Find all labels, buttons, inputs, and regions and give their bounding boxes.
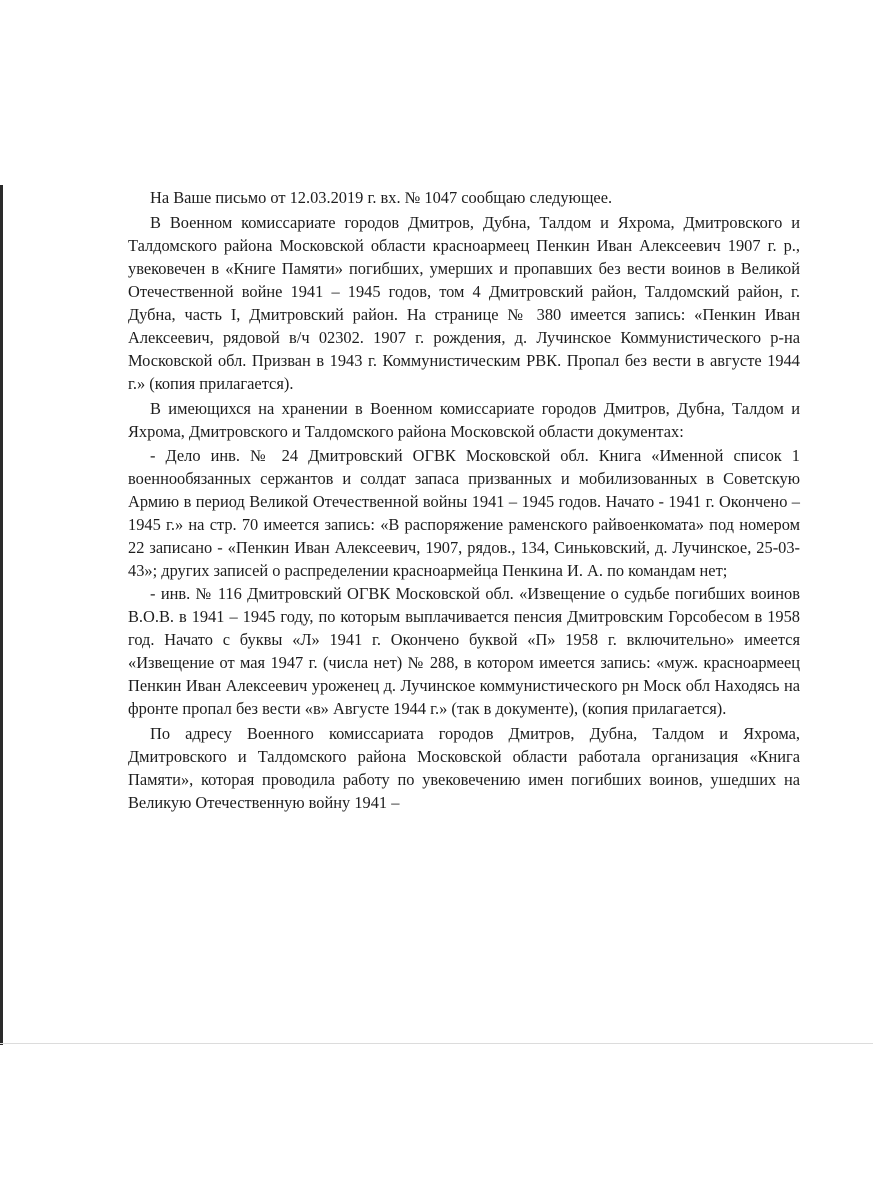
- scan-fold-line: [0, 1043, 873, 1044]
- list-item-inv-116: - инв. № 116 Дмитровский ОГВК Московской обл. «Извещение о судьбе погибших воинов В.О.В. в 1941 – 1945 году, по которым выплачивается пенсия Дмитровским Горсобесом в 1958 год. Начато с буквы «Л» 1941 г. Окончено буквой «П» 1958 г. включительно» имеется «Извещение от мая 1947 г. (числа нет) № 288, в котором имеется запись: «муж. красноармеец Пенкин Иван Алексеевич уроженец д. Лучинское коммунистического рн Моск обл Находясь на фронте пропал без вести «в» Августе 1944 г.» (так в документе), (копия прилагается).: [128, 583, 800, 719]
- letter-body: [128, 186, 800, 814]
- scan-edge-shadow: [0, 185, 3, 1045]
- paragraph-intro: На Ваше письмо от 12.03.2019 г. вх. № 1047 сообщаю следующее.: [150, 188, 613, 207]
- paragraph-archive-documents: В имеющихся на хранении в Военном комиссариате городов Дмитров, Дубна, Талдом и Яхрома, Дмитровского и Талдомского района Московской области документах:: [128, 399, 800, 442]
- paragraph-memory-organization: По адресу Военного комиссариата городов Дмитров, Дубна, Талдом и Яхрома, Дмитровского и Талдомского района Московской области работала организация «Книга Памяти», которая проводила работу по увековечению имен погибших воинов, ушедших на Великую Отечественную войну 1941 –: [128, 724, 800, 813]
- list-item-case-24: - Дело инв. № 24 Дмитровский ОГВК Московской обл. Книга «Именной список 1 военнообязанных сержантов и солдат запаса призванных и мобилизованных в Советскую Армию в период Великой Отечественной войны 1941 – 1945 годов. Начато - 1941 г. Окончено – 1945 г.» на стр. 70 имеется запись: «В распоряжение раменского райвоенкомата» под номером 22 записано - «Пенкин Иван Алексеевич, 1907, рядов., 134, Синьковский, д. Лучинское, 25-03-43»; других записей о распределении красноармейца Пенкина И. А. по командам нет;: [128, 445, 800, 580]
- paragraph-book-of-memory: В Военном комиссариате городов Дмитров, Дубна, Талдом и Яхрома, Дмитровского и Талдомского района Московской области красноармеец Пенкин Иван Алексеевич 1907 г. р., увековечен в «Книге Памяти» погибших, умерших и пропавших без вести воинов в Великой Отечественной войне 1941 – 1945 годов, том 4 Дмитровский район, Талдомский район, г. Дубна, часть I, Дмитровский район. На странице № 380 имеется запись: «Пенкин Иван Алексеевич, рядовой в/ч 02302. 1907 г. рождения, д. Лучинское Коммунистического р-на Московской обл. Призван в 1943 г. Коммунистическим РВК. Пропал без вести в августе 1944 г.» (копия прилагается).: [128, 213, 800, 394]
